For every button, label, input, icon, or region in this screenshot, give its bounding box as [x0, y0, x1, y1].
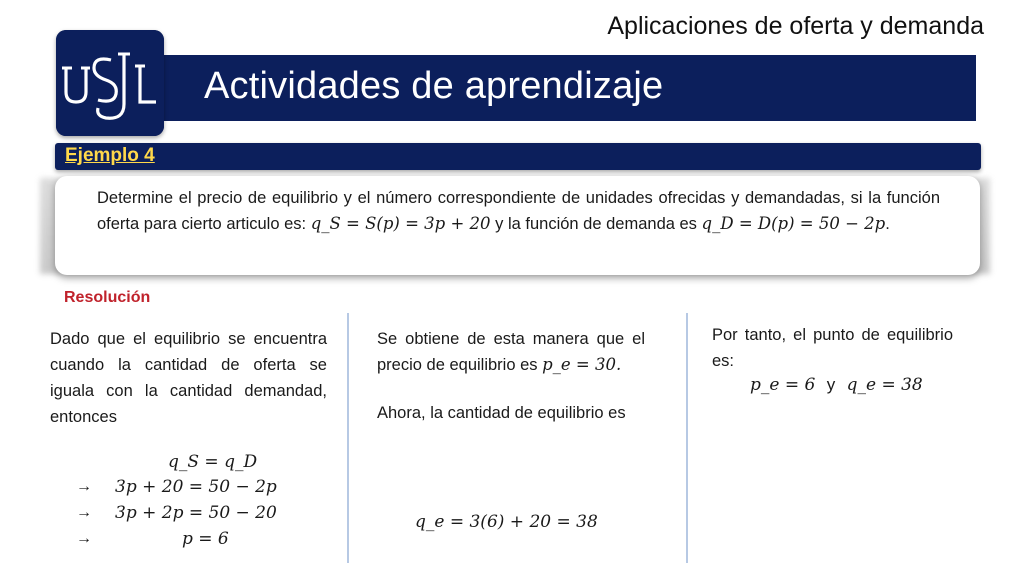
resolution-label: Resolución	[64, 289, 151, 306]
col2-text-1-body: Se obtiene de esta manera que el precio de equilibrio es	[377, 330, 645, 374]
demand-function: q_D = D(p) = 50 − 2p	[701, 214, 886, 233]
equation-step-1: 3p + 20 = 50 − 2p	[115, 477, 277, 497]
usil-logo	[56, 30, 164, 136]
conjunction: y	[826, 375, 836, 394]
resolution-column-1	[50, 326, 327, 430]
implies-arrow-2: →	[76, 504, 92, 521]
col2-text-2: Ahora, la cantidad de equilibrio es	[377, 404, 626, 422]
implies-arrow-3: →	[76, 530, 92, 547]
equation-step-3: p = 6	[182, 529, 229, 549]
equilibrium-point	[750, 375, 923, 395]
column-divider-2	[686, 313, 688, 563]
page-title: Actividades de aprendizaje	[204, 65, 664, 107]
problem-text-2: y la función de demanda es	[490, 215, 702, 233]
equilibrium-quantity-equation: q_e = 3(6) + 20 = 38	[415, 512, 598, 532]
equilibrium-price-30: p_e = 30.	[542, 355, 622, 374]
equilibrium-quantity: q_e = 38	[846, 375, 923, 395]
slide-subject-title: Aplicaciones de oferta y demanda	[607, 12, 984, 40]
equation-qs-eq-qd: q_S = q_D	[168, 452, 258, 472]
usil-logo-icon	[56, 30, 164, 136]
equilibrium-price: p_e = 6	[750, 375, 816, 395]
problem-text-1: Determine el precio de equilibrio y el número correspondiente de unidades ofrecidas y demandadas, si la función oferta para cierto articulo es:	[97, 189, 940, 233]
equation-step-2: 3p + 2p = 50 − 20	[115, 503, 277, 523]
supply-function: q_S = S(p) = 3p + 20	[310, 214, 491, 233]
problem-statement	[55, 176, 980, 275]
example-label: Ejemplo 4	[65, 145, 155, 166]
column-divider-1	[347, 313, 349, 563]
problem-text	[97, 185, 940, 237]
col2-text-1	[377, 326, 645, 378]
problem-text-3: .	[885, 215, 890, 233]
implies-arrow-1: →	[76, 478, 92, 495]
resolution-column-3	[712, 322, 953, 374]
col1-text: Dado que el equilibrio se encuentra cuando la cantidad de oferta se iguala con la cantidad demandad, entonces	[50, 330, 327, 426]
title-banner	[140, 55, 976, 121]
resolution-column-2	[377, 326, 645, 426]
col3-text: Por tanto, el punto de equilibrio es:	[712, 326, 953, 370]
example-bar	[55, 143, 981, 170]
